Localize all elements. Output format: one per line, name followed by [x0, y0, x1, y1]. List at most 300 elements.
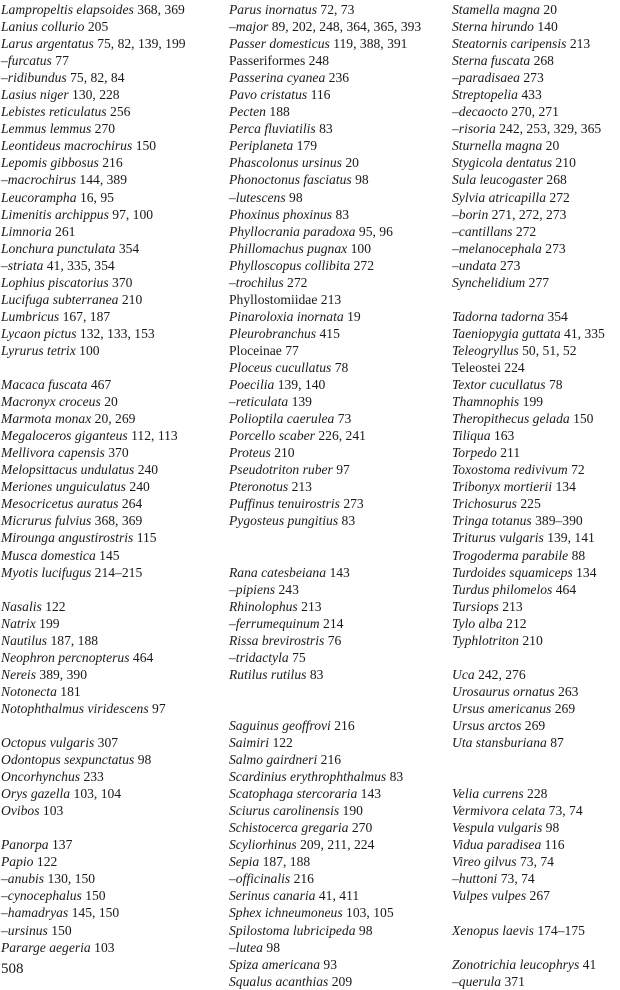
index-entry [229, 495, 425, 512]
entry-name: Turdus philomelos [452, 581, 553, 597]
entry-pages: 209, 211, 224 [300, 837, 375, 853]
entry-pages: 216 [320, 752, 342, 768]
entry-pages: 269 [554, 700, 576, 716]
entry-name: –undata [452, 257, 497, 273]
index-entry [1, 598, 201, 615]
entry-name: Myotis lucifugus [1, 564, 92, 580]
entry-name: Teleogryllus [452, 342, 519, 358]
index-gap [452, 904, 620, 921]
entry-name: Sepia [229, 854, 260, 870]
entry-pages: 72, 73 [320, 2, 355, 17]
index-entry [229, 734, 425, 751]
entry-pages: 368, 369 [137, 2, 185, 17]
index-entry [1, 291, 201, 308]
index-entry [229, 973, 425, 990]
entry-pages: 214–215 [94, 564, 143, 580]
entry-pages: 122 [45, 598, 66, 614]
entry-name: Scyliorhinus [229, 837, 297, 853]
entry-name: Passer domesticus [229, 36, 330, 52]
index-entry [1, 223, 201, 240]
entry-name: Spilostoma lubricipeda [229, 922, 356, 938]
entry-pages: 263 [558, 683, 579, 699]
entry-name: –ferrumequinum [229, 615, 320, 631]
index-entry [1, 257, 201, 274]
entry-name: Octopus vulgaris [1, 735, 95, 751]
index-entry [1, 751, 201, 768]
entry-pages: 140 [537, 19, 558, 35]
entry-name: Steatornis caripensis [452, 36, 567, 52]
index-entry [1, 308, 201, 325]
index-entry [1, 478, 201, 495]
index-entry [1, 700, 201, 717]
entry-pages: 97 [336, 462, 350, 478]
entry-pages: 210 [274, 445, 295, 461]
entry-name: Melopsittacus undulatus [1, 462, 135, 478]
entry-name: Limenitis archippus [1, 206, 109, 222]
entry-pages: 139 [291, 394, 312, 410]
entry-name: Tringa totanus [452, 513, 532, 529]
entry-name: Tribonyx mortierii [452, 479, 553, 495]
entry-pages: 73, 74 [519, 854, 554, 870]
index-entry [452, 171, 620, 188]
index-entry [452, 137, 620, 154]
entry-pages: 77 [55, 53, 69, 69]
entry-name: Mellivora capensis [1, 445, 105, 461]
entry-pages: 134 [555, 479, 576, 495]
index-entry [452, 734, 620, 751]
index-entry [229, 240, 425, 257]
entry-name: Ursus americanus [452, 700, 552, 716]
entry-name: Taeniopygia guttata [452, 325, 561, 341]
entry-pages: 243 [278, 581, 299, 597]
index-entry [229, 751, 425, 768]
entry-pages: 210 [555, 155, 576, 171]
entry-pages: 216 [102, 155, 123, 171]
entry-pages: 78 [548, 377, 563, 393]
index-entry [1, 427, 201, 444]
entry-name: Notonecta [1, 683, 57, 699]
entry-pages: 139, 141 [547, 530, 595, 546]
index-entry [1, 69, 201, 86]
index-entry [452, 410, 620, 427]
entry-pages: 433 [521, 87, 542, 103]
index-entry [1, 376, 201, 393]
entry-name: Rana catesbeiana [229, 564, 327, 580]
entry-pages: 167, 187 [62, 308, 111, 324]
entry-pages: 116 [544, 837, 565, 853]
index-entry [1, 904, 201, 921]
index-column-3 [452, 1, 620, 990]
entry-name: Triturus vulgaris [452, 530, 544, 546]
entry-pages: 98 [266, 939, 280, 955]
entry-pages: 467 [90, 377, 112, 393]
index-entry [1, 18, 201, 35]
entry-pages: 190 [342, 803, 363, 819]
entry-pages: 370 [112, 274, 133, 290]
entry-pages: 270 [351, 820, 373, 836]
entry-pages: 97, 100 [112, 206, 154, 222]
index-gap [452, 939, 620, 956]
index-entry [1, 342, 201, 359]
entry-pages: 216 [334, 717, 355, 733]
entry-name: Streptopelia [452, 87, 518, 103]
entry-pages: 187, 188 [50, 632, 99, 648]
entry-pages: 77 [285, 342, 299, 358]
entry-name: –macrochirus [1, 172, 77, 188]
index-entry [452, 52, 620, 69]
entry-name: Turdoides squamiceps [452, 564, 573, 580]
entry-name: Scatophaga stercoraria [229, 786, 358, 802]
entry-name: Spiza americana [229, 956, 320, 972]
entry-name: Micrurus fulvius [1, 513, 92, 529]
entry-pages: 187, 188 [262, 854, 311, 870]
index-gap [1, 717, 201, 734]
entry-pages: 273 [545, 240, 566, 256]
entry-name: Macaca fuscata [1, 377, 88, 393]
entry-pages: 240 [129, 479, 150, 495]
entry-name: Teleostei [452, 359, 501, 375]
entry-name: Saimiri [229, 735, 270, 751]
index-entry [229, 922, 425, 939]
entry-pages: 122 [36, 854, 58, 870]
entry-name: Uta stansburiana [452, 735, 547, 751]
index-entry [452, 512, 620, 529]
entry-pages: 145, 150 [71, 905, 120, 921]
entry-pages: 100 [350, 240, 371, 256]
index-gap [452, 768, 620, 785]
entry-name: Notophthalmus viridescens [1, 700, 149, 716]
entry-pages: 73, 74 [500, 871, 535, 887]
entry-pages: 100 [79, 342, 100, 358]
entry-name: –lutescens [229, 189, 286, 205]
entry-name: Lyrurus tetrix [1, 342, 76, 358]
index-entry [1, 35, 201, 52]
entry-name: Uca [452, 666, 475, 682]
index-entry [1, 120, 201, 137]
entry-name: Sterna fuscata [452, 53, 531, 69]
index-entry [229, 103, 425, 120]
index-entry [229, 598, 425, 615]
entry-pages: 199 [522, 394, 544, 410]
entry-pages: 41, 335 [564, 325, 605, 341]
index-entry [452, 342, 620, 359]
index-entry [452, 922, 620, 939]
entry-pages: 98 [355, 172, 369, 188]
entry-pages: 209 [331, 973, 353, 989]
index-entry [1, 529, 201, 546]
entry-name: Phylloscopus collibita [229, 257, 351, 273]
entry-name: Zonotrichia leucophrys [452, 956, 580, 972]
entry-name: –risoria [452, 121, 496, 137]
index-entry [229, 461, 425, 478]
entry-name: Squalus acanthias [229, 973, 329, 989]
entry-name: Typhlotriton [452, 632, 519, 648]
entry-pages: 122 [272, 735, 293, 751]
entry-name: Toxostoma redivivum [452, 462, 568, 478]
entry-name: –paradisaea [452, 70, 520, 86]
index-entry [229, 359, 425, 376]
index-entry [1, 683, 201, 700]
entry-pages: 273 [523, 70, 544, 86]
index-entry [452, 973, 620, 990]
entry-name: Natrix [1, 615, 36, 631]
index-entry [452, 359, 620, 376]
entry-pages: 143 [329, 564, 350, 580]
index-entry [452, 495, 620, 512]
entry-pages: 268 [546, 172, 567, 188]
entry-pages: 211 [500, 445, 521, 461]
index-entry [229, 632, 425, 649]
entry-pages: 87 [550, 735, 564, 751]
index-entry [1, 461, 201, 478]
entry-name: Phascolonus ursinus [229, 155, 342, 171]
entry-pages: 144, 389 [79, 172, 127, 188]
entry-pages: 150 [573, 411, 594, 427]
page-number: 508 [1, 961, 24, 977]
entry-name: Poecilia [229, 377, 275, 393]
entry-name: Panorpa [1, 837, 49, 853]
entry-pages: 78 [334, 359, 349, 375]
entry-name: Vespula vulgaris [452, 820, 543, 836]
index-entry [452, 802, 620, 819]
entry-name: –striata [1, 257, 44, 273]
index-entry [229, 427, 425, 444]
entry-name: Orys gazella [1, 786, 71, 802]
entry-name: Tiliqua [452, 428, 491, 444]
entry-pages: 228 [527, 786, 548, 802]
index-entry [1, 52, 201, 69]
index-entry [452, 956, 620, 973]
entry-pages: 150 [135, 138, 157, 154]
index-entry [1, 444, 201, 461]
entry-name: –anubis [1, 871, 45, 887]
index-entry [1, 495, 201, 512]
entry-pages: 354 [118, 240, 140, 256]
entry-pages: 272 [549, 189, 570, 205]
entry-name: Vermivora celata [452, 803, 546, 819]
entry-pages: 214 [323, 615, 344, 631]
entry-pages: 98 [358, 922, 373, 938]
entry-name: Velia currens [452, 786, 524, 802]
entry-name: Leucorampha [1, 189, 77, 205]
index-entry [452, 18, 620, 35]
entry-pages: 464 [132, 649, 154, 665]
index-entry [1, 206, 201, 223]
index-entry [452, 35, 620, 52]
index-entry [1, 137, 201, 154]
entry-name: Phillomachus pugnax [229, 240, 348, 256]
index-entry [1, 887, 201, 904]
index-entry [452, 478, 620, 495]
entry-name: Sphex ichneumoneus [229, 905, 343, 921]
index-entry [1, 274, 201, 291]
entry-name: Passeriformes [229, 53, 306, 69]
entry-name: Lampropeltis elapsoides [1, 2, 134, 17]
entry-pages: 130, 150 [47, 871, 96, 887]
index-entry [1, 734, 201, 751]
entry-name: Papio [1, 854, 34, 870]
index-entry [229, 154, 425, 171]
index-entry [229, 785, 425, 802]
entry-pages: 41, 335, 354 [46, 257, 115, 273]
index-gap [229, 547, 425, 564]
index-entry [1, 615, 201, 632]
entry-name: Limnoria [1, 223, 52, 239]
index-entry [1, 189, 201, 206]
index-entry [452, 240, 620, 257]
entry-name: Pseudotriton ruber [229, 462, 333, 478]
index-entry [229, 325, 425, 342]
entry-pages: 143 [360, 786, 382, 802]
index-entry [229, 649, 425, 666]
entry-name: Xenopus laevis [452, 922, 534, 938]
entry-pages: 210 [522, 632, 543, 648]
index-entry [229, 376, 425, 393]
entry-name: –major [229, 19, 269, 35]
entry-pages: 236 [328, 70, 350, 86]
entry-name: Ovibos [1, 803, 40, 819]
entry-pages: 41, 411 [318, 888, 360, 904]
entry-name: Ursus arctos [452, 717, 522, 733]
index-gap [1, 359, 201, 376]
entry-name: Lanius collurio [1, 19, 85, 35]
entry-name: Pteronotus [229, 479, 289, 495]
entry-name: Oncorhynchus [1, 769, 81, 785]
entry-pages: 75, 82, 139, 199 [97, 36, 186, 52]
index-gap [1, 819, 201, 836]
entry-name: Stamella magna [452, 2, 540, 17]
entry-pages: 95, 96 [358, 223, 393, 239]
entry-name: Vireo gilvus [452, 854, 517, 870]
entry-name: Perca fluviatilis [229, 121, 316, 137]
entry-name: Rutilus rutilus [229, 666, 307, 682]
index-entry [229, 581, 425, 598]
index-entry [229, 615, 425, 632]
entry-pages: 139, 140 [277, 377, 326, 393]
entry-name: Mesocricetus auratus [1, 496, 119, 512]
entry-name: Tadorna tadorna [452, 308, 545, 324]
entry-pages: 103 [94, 939, 115, 955]
entry-pages: 50, 51, 52 [522, 342, 577, 358]
entry-name: –querula [452, 973, 502, 989]
entry-pages: 20 [345, 155, 359, 171]
index-entry [452, 785, 620, 802]
entry-pages: 272 [353, 257, 374, 273]
entry-pages: 72 [571, 462, 585, 478]
entry-pages: 89, 202, 248, 364, 365, 393 [271, 19, 422, 35]
entry-pages: 240 [137, 462, 159, 478]
index-entry [1, 547, 201, 564]
entry-name: Rhinolophus [229, 598, 298, 614]
index-entry [452, 819, 620, 836]
index-entry [452, 581, 620, 598]
entry-name: Lepomis gibbosus [1, 155, 99, 171]
entry-name: Rissa brevirostris [229, 632, 325, 648]
entry-pages: 272 [287, 274, 308, 290]
entry-pages: 212 [506, 615, 527, 631]
entry-name: Phyllocrania paradoxa [229, 223, 356, 239]
entry-pages: 115 [136, 530, 157, 546]
index-gap [452, 291, 620, 308]
entry-name: Pinaroloxia inornata [229, 308, 344, 324]
entry-name: Nautilus [1, 632, 48, 648]
entry-name: Lasius niger [1, 87, 69, 103]
entry-name: –pipiens [229, 581, 276, 597]
entry-pages: 98 [545, 820, 560, 836]
entry-pages: 103 [42, 803, 64, 819]
entry-name: Serinus canaria [229, 888, 316, 904]
entry-name: Trogoderma parabile [452, 547, 569, 563]
index-entry [452, 444, 620, 461]
entry-name: –officinalis [229, 871, 291, 887]
index-entry [1, 853, 201, 870]
entry-pages: 145 [99, 547, 120, 563]
entry-name: –borin [452, 206, 489, 222]
entry-name: Stygicola dentatus [452, 155, 553, 171]
index-entry [1, 393, 201, 410]
entry-name: Tursiops [452, 598, 499, 614]
index-entry [229, 410, 425, 427]
entry-pages: 270, 271 [511, 104, 559, 120]
entry-name: Tylo alba [452, 615, 503, 631]
entry-pages: 213 [502, 598, 523, 614]
index-entry [452, 206, 620, 223]
index-entry [1, 870, 201, 887]
entry-name: Schistocerca gregaria [229, 820, 349, 836]
entry-name: –cynocephalus [1, 888, 82, 904]
entry-pages: 130, 228 [72, 87, 120, 103]
entry-name: –cantillans [452, 223, 513, 239]
entry-name: Passerina cyanea [229, 70, 326, 86]
index-entry [1, 922, 201, 939]
entry-name: –decaocto [452, 104, 508, 120]
entry-name: Parus inornatus [229, 2, 317, 17]
entry-pages: 269 [524, 717, 546, 733]
entry-name: Pavo cristatus [229, 87, 308, 103]
entry-name: Trichosurus [452, 496, 517, 512]
entry-pages: 73 [337, 411, 352, 427]
entry-name: Theropithecus gelada [452, 411, 570, 427]
entry-name: Proteus [229, 445, 271, 461]
index-column-1 [1, 1, 201, 956]
entry-name: Ploceus cucullatus [229, 359, 332, 375]
index-entry [229, 342, 425, 359]
index-entry [452, 547, 620, 564]
index-entry [229, 887, 425, 904]
entry-pages: 88 [571, 547, 586, 563]
entry-name: Sylvia atricapilla [452, 189, 547, 205]
entry-name: Polioptila caerulea [229, 411, 335, 427]
index-entry [229, 69, 425, 86]
index-entry [1, 564, 201, 581]
entry-name: Nereis [1, 666, 36, 682]
entry-pages: 132, 133, 153 [79, 325, 155, 341]
index-entry [1, 240, 201, 257]
entry-pages: 368, 369 [94, 513, 143, 529]
entry-name: Phonoctonus fasciatus [229, 172, 352, 188]
entry-pages: 83 [309, 666, 324, 682]
index-entry [229, 52, 425, 69]
index-entry [452, 223, 620, 240]
entry-name: Thamnophis [452, 394, 520, 410]
index-gap [1, 581, 201, 598]
entry-name: Odontopus sexpunctatus [1, 752, 135, 768]
index-entry [1, 632, 201, 649]
index-entry [229, 120, 425, 137]
entry-pages: 103, 104 [73, 786, 122, 802]
entry-pages: 389, 390 [39, 666, 87, 682]
index-entry [452, 666, 620, 683]
